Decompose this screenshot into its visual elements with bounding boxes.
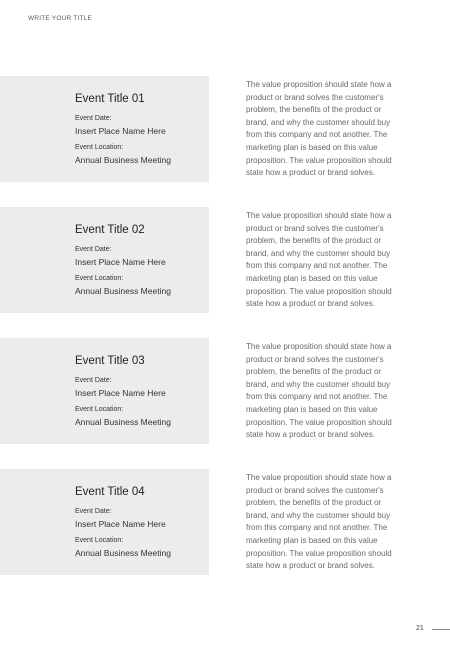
event-description: The value proposition should state how a product or brand solves the customer's problem, the benefits of the product or brand, and why the customer should buy from this company and not another. The marketing plan is based on this value proposition. The value proposition should state how a product or brand solves. (246, 80, 392, 178)
event-date-value: Insert Place Name Here (75, 388, 166, 398)
event-description: The value proposition should state how a product or brand solves the customer's problem, the benefits of the product or brand, and why the customer should buy from this company and not another. The marketing plan is based on this value proposition. The value proposition should state how a product or brand solves. (246, 342, 392, 440)
event-block (0, 338, 450, 444)
event-info-panel (0, 76, 209, 182)
event-block (0, 207, 450, 313)
event-date-value: Insert Place Name Here (75, 126, 166, 136)
event-location-value: Annual Business Meeting (75, 417, 171, 427)
event-title: Event Title 04 (75, 486, 145, 498)
page-header-title: WRITE YOUR TITLE (28, 15, 92, 22)
event-date-label: Event Date: (75, 508, 112, 515)
event-location-label: Event Location: (75, 275, 124, 282)
event-location-value: Annual Business Meeting (75, 155, 171, 165)
event-date-label: Event Date: (75, 377, 112, 384)
event-location-label: Event Location: (75, 537, 124, 544)
event-title: Event Title 02 (75, 224, 145, 236)
event-location-label: Event Location: (75, 144, 124, 151)
event-info-panel (0, 207, 209, 313)
page-number: 21 (416, 625, 424, 632)
event-info-panel (0, 338, 209, 444)
event-title: Event Title 03 (75, 355, 145, 367)
event-date-value: Insert Place Name Here (75, 519, 166, 529)
event-block (0, 469, 450, 575)
event-block (0, 76, 450, 182)
event-title: Event Title 01 (75, 93, 145, 105)
event-location-value: Annual Business Meeting (75, 286, 171, 296)
event-date-label: Event Date: (75, 115, 112, 122)
event-description: The value proposition should state how a product or brand solves the customer's problem, the benefits of the product or brand, and why the customer should buy from this company and not another. The marketing plan is based on this value proposition. The value proposition should state how a product or brand solves. (246, 211, 392, 309)
footer-divider (432, 629, 450, 630)
event-location-label: Event Location: (75, 406, 124, 413)
event-date-label: Event Date: (75, 246, 112, 253)
event-date-value: Insert Place Name Here (75, 257, 166, 267)
event-info-panel (0, 469, 209, 575)
event-location-value: Annual Business Meeting (75, 548, 171, 558)
event-description: The value proposition should state how a product or brand solves the customer's problem, the benefits of the product or brand, and why the customer should buy from this company and not another. The marketing plan is based on this value proposition. The value proposition should state how a product or brand solves. (246, 473, 392, 571)
